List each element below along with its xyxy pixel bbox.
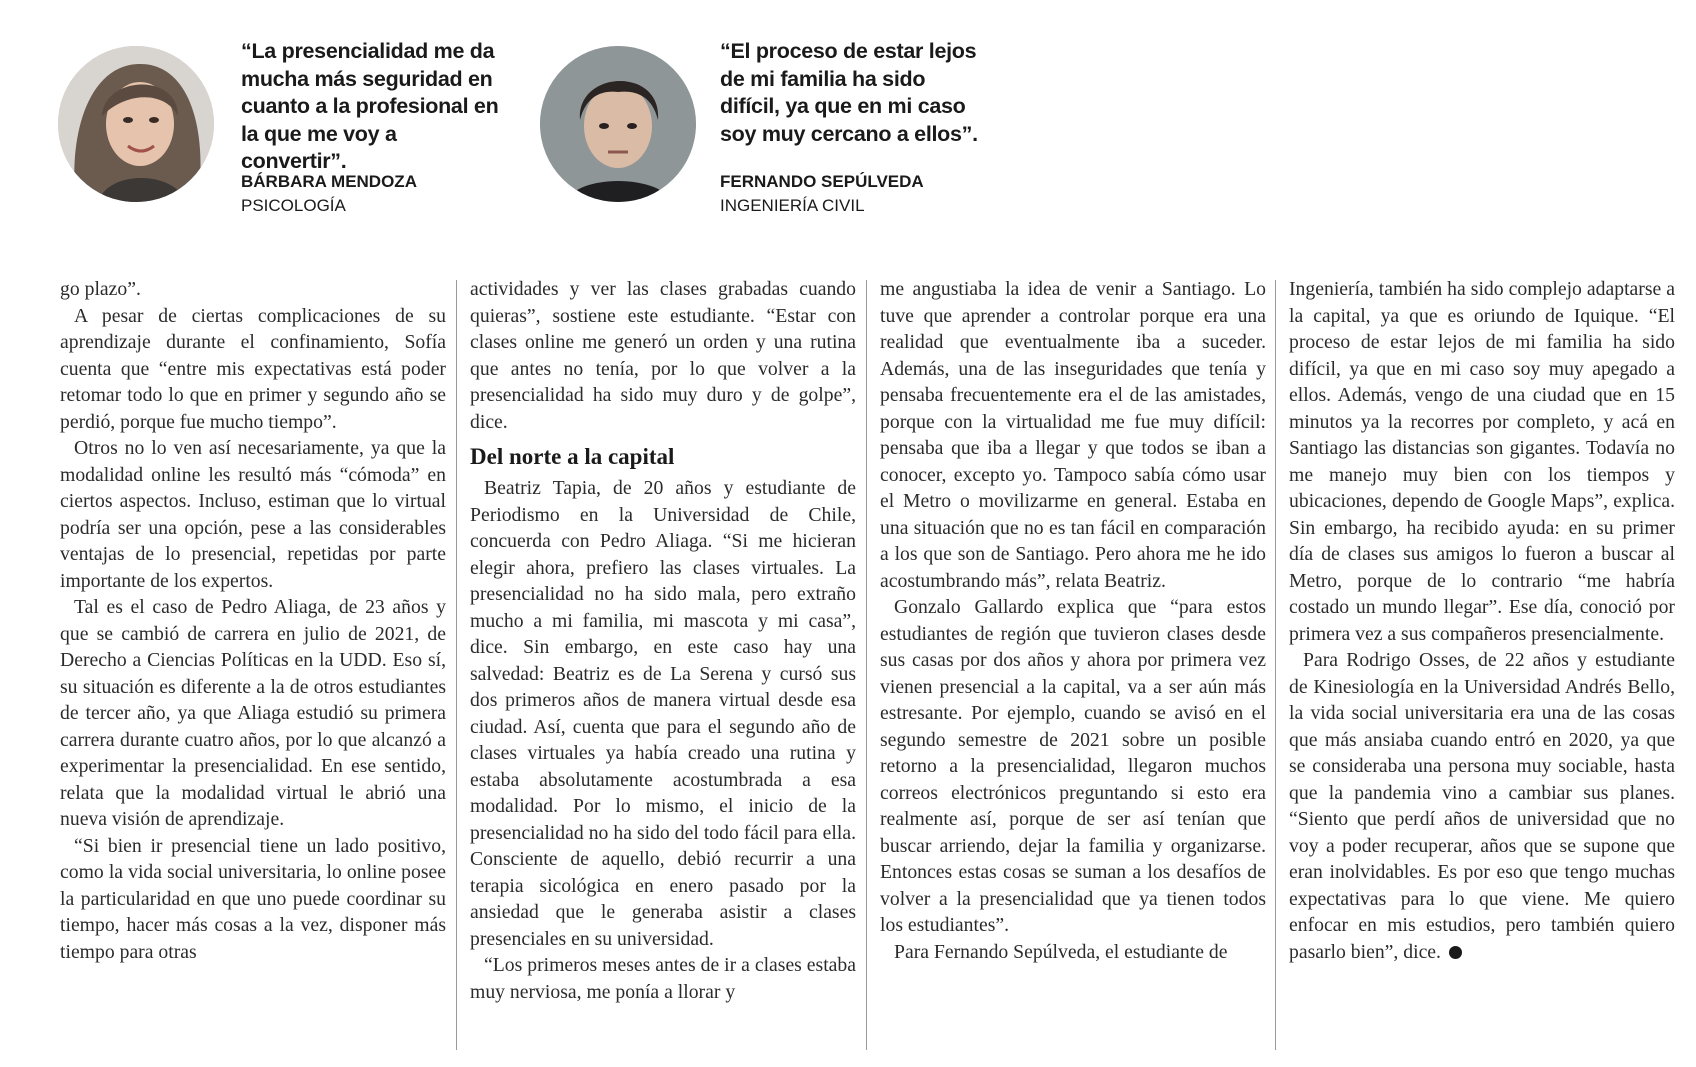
paragraph: me angustiaba la idea de venir a Santiago. Lo tuve que aprender a controlar porque era una realidad que eventualmente iba a suceder. Además, una de las inseguridades que tenía y pensaba frecuentemente era el de las amistades, porque con la virtualidad me fue muy difícil: pensaba que iba a llegar y que todos se iban a conocer, excepto yo. Tampoco sabía cómo usar el Metro o movilizarme en general. Estaba en una situación que no es tan fácil en comparación a los que son de Santiago. Pero ahora me he ido acostumbrando más”, relata Beatriz. <box>880 278 1266 592</box>
column-divider <box>456 280 457 1050</box>
quote-author-role: INGENIERÍA CIVIL <box>720 196 865 215</box>
article-column-2 <box>470 276 856 1005</box>
paragraph: go plazo”. <box>60 278 141 300</box>
pull-quote-text: “El proceso de estar lejos de mi familia ha sido difícil, ya que en mi caso soy muy cercano a ellos”. <box>720 39 978 146</box>
article-column-1 <box>60 276 446 965</box>
paragraph <box>1289 647 1675 965</box>
end-of-article-icon <box>1449 946 1462 959</box>
quote-author-name: BÁRBARA MENDOZA <box>241 172 417 191</box>
paragraph: A pesar de ciertas complicaciones de su aprendizaje durante el confinamiento, Sofía cuenta que “entre mis expectativas está poder retomar todo lo que en primer y segundo año se perdió, porque fue mucho tiempo”. <box>60 304 446 433</box>
paragraph: actividades y ver las clases grabadas cuando quieras”, sostiene este estudiante. “Estar con clases online me generó un orden y una rutina que antes no tenía, por lo que volver a la presencialidad ha sido muy duro y de golpe”, dice. <box>470 278 856 433</box>
paragraph: Ingeniería, también ha sido complejo adaptarse a la capital, ya que es oriundo de Iquique. “El proceso de estar lejos de mi familia ha sido difícil, ya que en mi caso soy muy apegado a ellos. Además, vengo de una ciudad que en 15 minutos ya la recorres por completo, y acá en Santiago las distancias son gigantes. Todavía no me manejo muy bien con los tiempos y ubicaciones, dependo de Google Maps”, explica. Sin embargo, ha recibido ayuda: en su primer día de clases sus amigos lo fueron a buscar al Metro, porque de lo contrario “me habría costado un mundo llegar”. Ese día, conoció por primera vez a sus compañeros presencialmente. <box>1289 278 1675 645</box>
quote-author-role: PSICOLOGÍA <box>241 196 346 215</box>
paragraph: Otros no lo ven así necesariamente, ya que la modalidad online les resultó más “cómoda” en ciertos aspectos. Incluso, estiman que lo virtual podría ser una opción, pese a las considerables ventajas de lo presencial, repetidas por parte importante de los expertos. <box>60 437 446 592</box>
paragraph: Para Fernando Sepúlveda, el estudiante de <box>894 940 1228 963</box>
article-column-4 <box>1289 276 1675 965</box>
paragraph-text: Para Rodrigo Osses, de 22 años y estudiante de Kinesiología en la Universidad Andrés Bello, la vida social universitaria era una de las cosas que más ansiaba cuando entró en 2020, ya que se consideraba una persona muy sociable, hasta que la pandemia vino a cambiar sus planes. “Siento que perdí años de universidad que no voy a poder recuperar, años que se supone que eran inolvidables. Es por eso que tengo muchas expectativas para lo que viene. Me quiero enfocar en mis estudios, pero también quiero pasarlo bien”, dice. <box>1289 649 1675 963</box>
paragraph: “Los primeros meses antes de ir a clases estaba muy nerviosa, me ponía a llorar y <box>470 954 856 1003</box>
paragraph: Gonzalo Gallardo explica que “para estos estudiantes de región que tuvieron clases desde sus casas por dos años y ahora por primera vez vienen presencial a la capital, va a ser aún más estresante. Por ejemplo, cuando se avisó en el segundo semestre de 2021 sobre un posible retorno a la presencialidad, llegaron muchos correos electrónicos preguntando si esto era realmente así, porque de ser así tenían que buscar arriendo, dejar la familia y organizarse. Entonces estas cosas se suman a los desafíos de volver a la presencialidad que ya tienen todos los estudiantes”. <box>880 596 1266 936</box>
column-divider <box>1275 280 1276 1050</box>
paragraph: “Si bien ir presencial tiene un lado positivo, como la vida social universitaria, lo online posee la particularidad en que uno puede coordinar su tiempo, hacer más cosas a la vez, disponer más tiempo para otras <box>60 834 446 963</box>
column-divider <box>866 280 867 1050</box>
avatar-barbara-mendoza <box>58 46 214 202</box>
pull-quote-text: “La presencialidad me da mucha más seguridad en cuanto a la profesional en la que me voy a convertir”. <box>241 39 499 173</box>
paragraph: Tal es el caso de Pedro Aliaga, de 23 años y que se cambió de carrera en julio de 2021, de Derecho a Ciencias Políticas en la UDD. Eso sí, su situación es diferente a la de otros estudiantes de tercer año, ya que Aliaga estudió su primera carrera durante cuatro años, por lo que alcanzó a experimentar la presencialidad. En ese sentido, relata que la modalidad virtual le abrió una nueva visión de aprendizaje. <box>60 596 446 830</box>
article-column-3 <box>880 276 1266 965</box>
section-subheading: Del norte a la capital <box>470 444 675 469</box>
paragraph: Beatriz Tapia, de 20 años y estudiante de Periodismo en la Universidad de Chile, concuerda con Pedro Aliaga. “Si me hicieran elegir ahora, prefiero las clases virtuales. La presencialidad no ha sido mala, pero extraño mucho a mi familia, mi mascota y mi casa”, dice. Sin embargo, en este caso hay una salvedad: Beatriz es de La Serena y cursó sus dos primeros años de manera virtual desde esa ciudad. Así, cuenta que para el segundo año de clases virtuales ya había creado una rutina y estaba absolutamente acostumbrada a esa modalidad. Por lo mismo, el inicio de la presencialidad no ha sido del todo fácil para ella. Consciente de aquello, debió recurrir a una terapia sicológica en enero pasado por la ansiedad que le generaba asistir a clases presenciales en su universidad. <box>470 477 856 950</box>
quote-author-name: FERNANDO SEPÚLVEDA <box>720 172 924 191</box>
avatar-fernando-sepulveda <box>540 46 696 202</box>
